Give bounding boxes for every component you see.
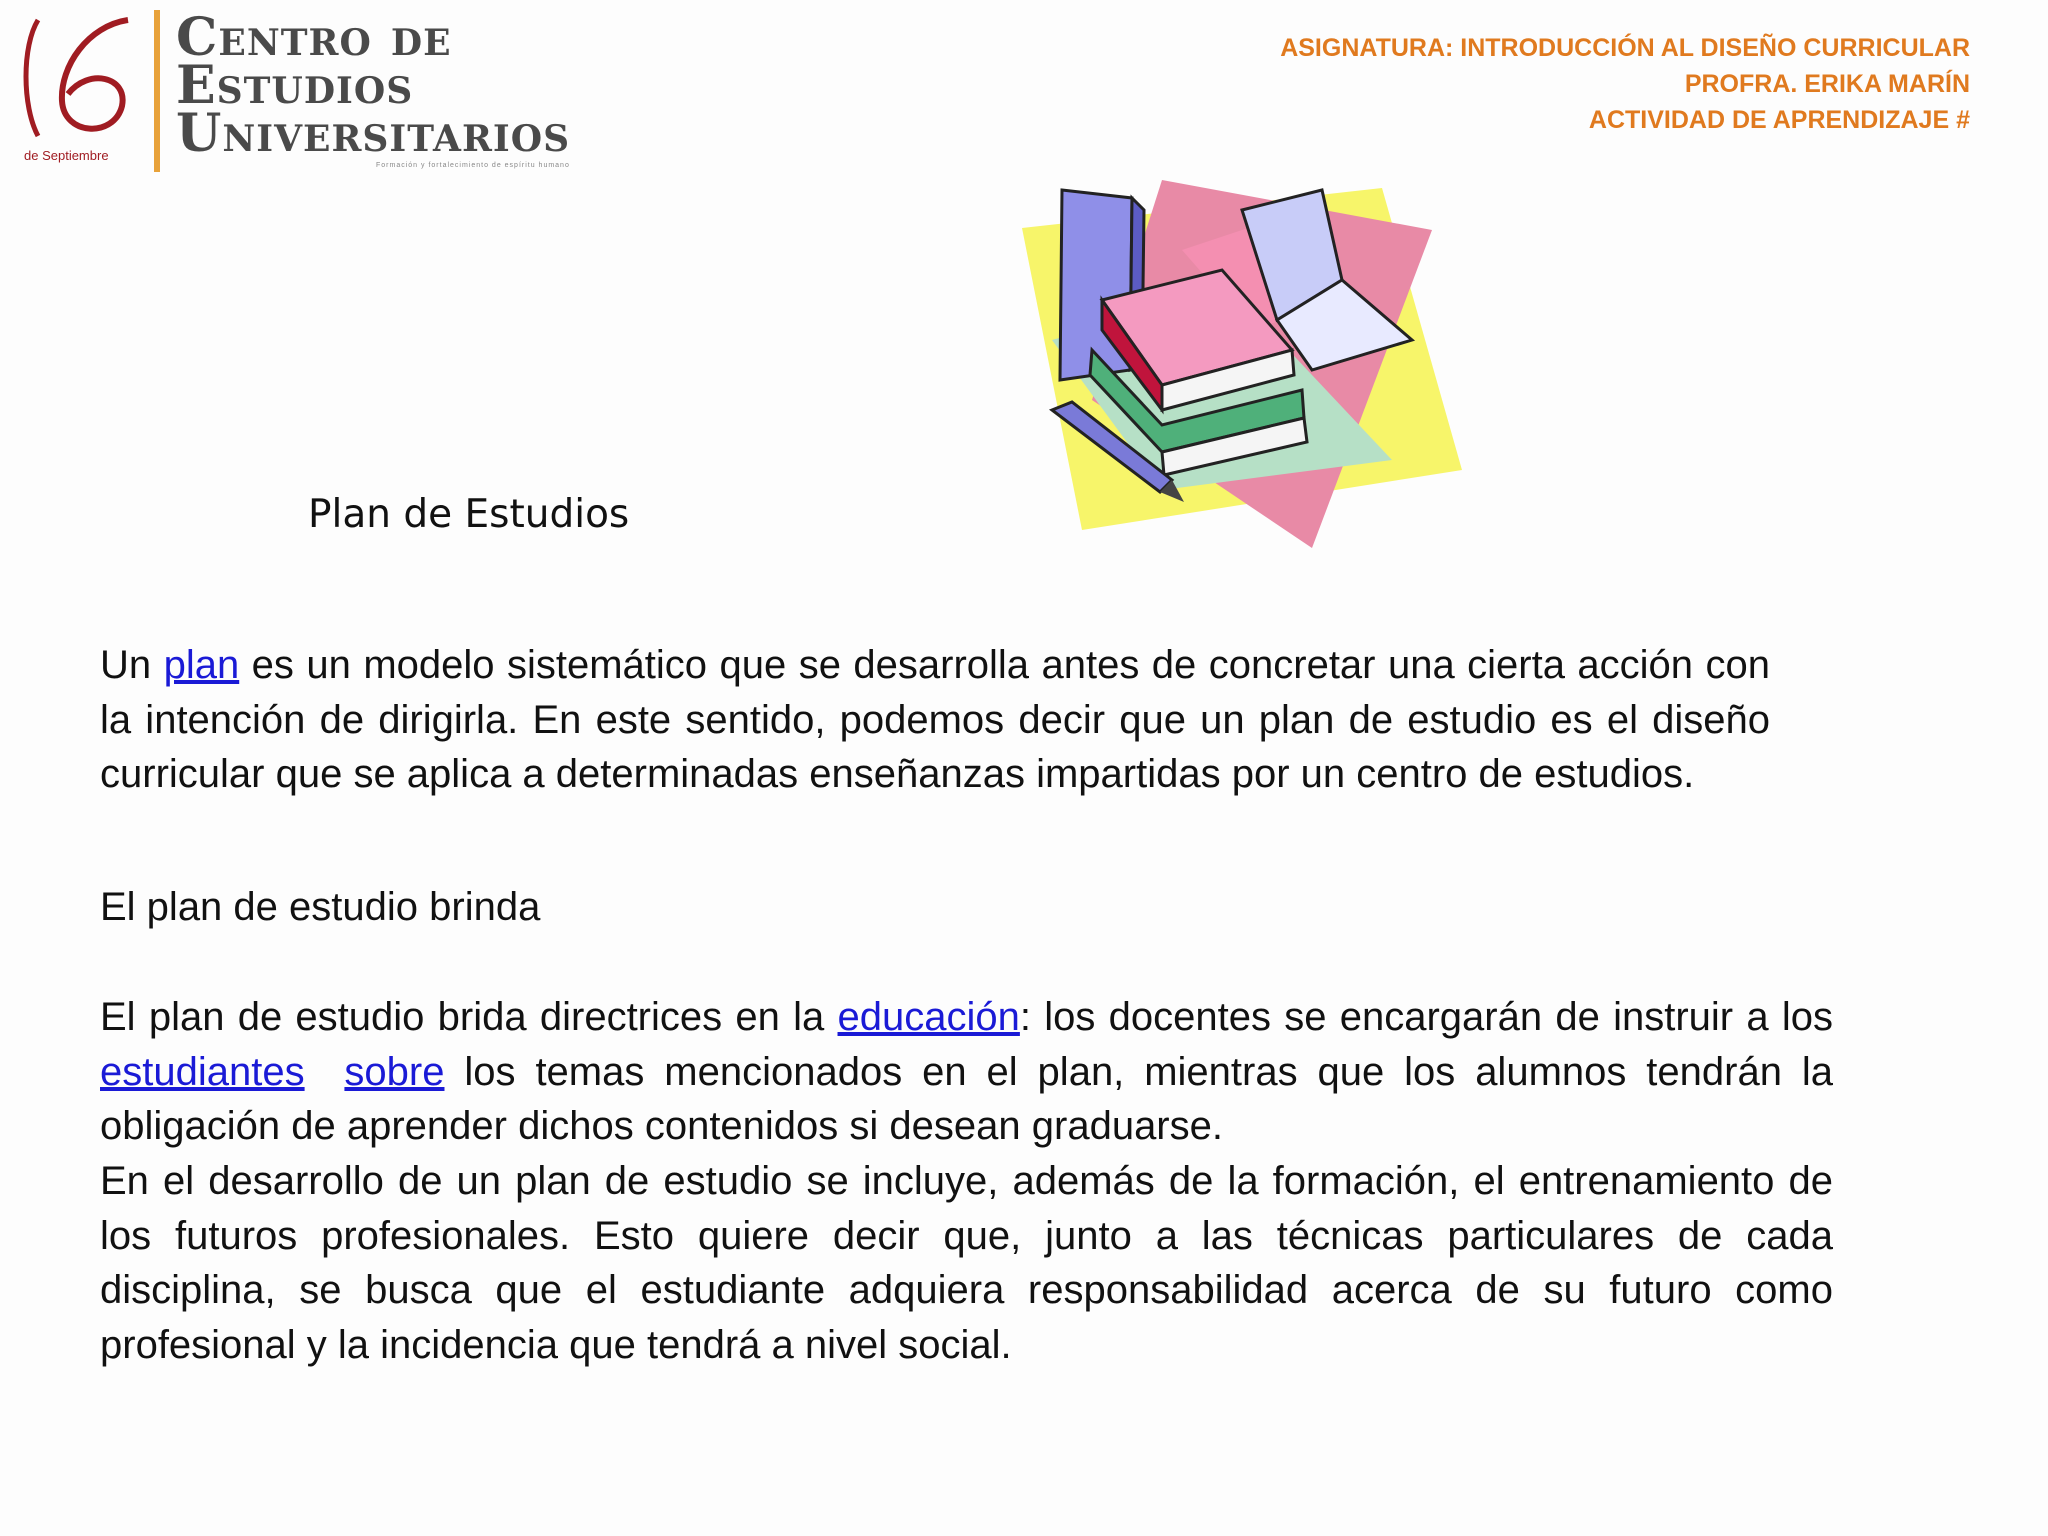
course-header <box>1280 30 1970 138</box>
logo-tagline: Formación y fortalecimiento de espíritu humano <box>376 162 570 169</box>
page-title: Plan de Estudios <box>308 492 630 537</box>
subject-line: ASIGNATURA: INTRODUCCIÓN AL DISEÑO CURRICULAR <box>1280 34 1970 62</box>
logo-subtitle: de Septiembre <box>24 148 109 163</box>
activity-line: ACTIVIDAD DE APRENDIZAJE # <box>1588 106 1970 134</box>
educacion-link[interactable]: educación <box>837 995 1020 1039</box>
teacher-line: PROFRA. ERIKA MARÍN <box>1684 70 1970 98</box>
paragraph-text: es un modelo sistemático que se desarrolla antes de concretar una cierta acción con la intención de dirigirla. En este sentido, podemos decir que un plan de estudio es el diseño curricular que se aplica a determinadas enseñanzas impartidas por un centro de estudios. <box>100 643 1770 796</box>
logo-line-2: Estudios <box>176 55 414 116</box>
directives-paragraph <box>100 990 1833 1154</box>
sobre-link[interactable]: sobre <box>344 1049 445 1094</box>
development-paragraph: En el desarrollo de un plan de estudio se incluye, además de la formación, el entrenamiento de los futuros profesionales. Esto quiere decir que, junto a las técnicas particulares de cada disciplina, se busca que el estudiante adquiera responsabilidad acerca de su futuro como profesional y la incidencia que tendrá a nivel social. <box>100 1159 1833 1367</box>
plan-link[interactable]: plan <box>163 643 240 687</box>
logo-line-1: Centro de <box>176 7 452 68</box>
estudiantes-link[interactable]: estudiantes <box>100 1049 305 1094</box>
paragraph-text: : los docentes se encargarán de instruir a los <box>1019 995 1833 1039</box>
paragraph-text: Un <box>100 643 164 687</box>
logo-divider <box>154 10 160 172</box>
sixteen-emblem <box>18 6 158 146</box>
paragraph-text: El plan de estudio brida directrices en la <box>100 995 838 1039</box>
books-clipart <box>1012 170 1472 560</box>
institution-logo <box>14 6 594 174</box>
paragraph-text: los temas mencionados en el plan, mientras que los alumnos tendrán la obligación de aprender dichos contenidos si desean graduarse. <box>100 1049 1833 1148</box>
logo-wordmark <box>176 7 571 169</box>
logo-line-3: Universitarios <box>176 103 571 164</box>
brief-paragraph: El plan de estudio brinda <box>100 885 541 929</box>
paragraph-text <box>305 1050 345 1094</box>
definition-paragraph <box>100 638 1770 802</box>
